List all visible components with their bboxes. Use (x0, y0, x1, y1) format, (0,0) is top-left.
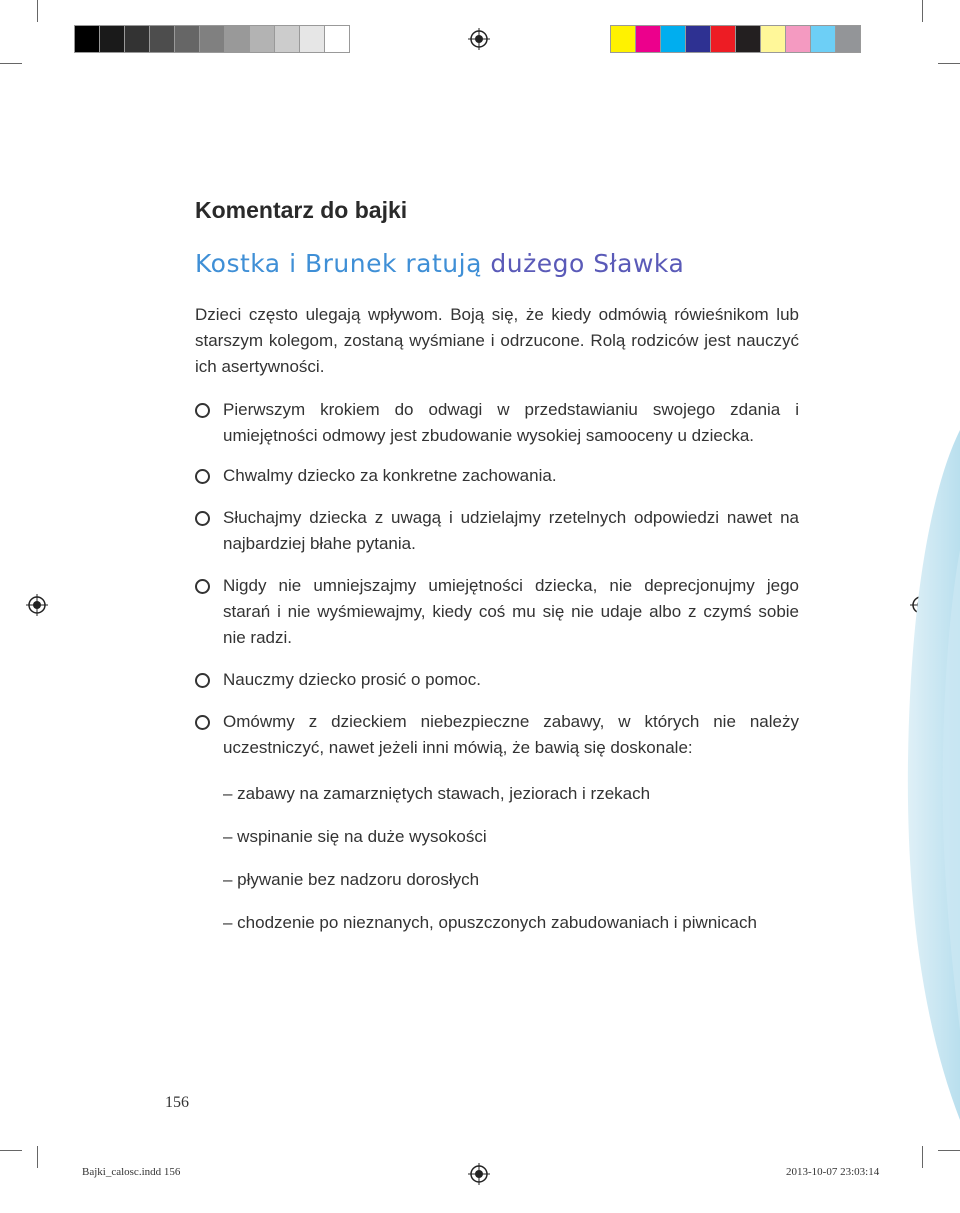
crop-mark (938, 1150, 960, 1151)
bullet-item (195, 667, 799, 693)
circle-bullet-icon (195, 403, 210, 418)
bullet-item (195, 709, 799, 761)
circle-bullet-icon (195, 469, 210, 484)
crop-mark (938, 63, 960, 64)
color-swatch (811, 26, 836, 52)
story-title (195, 244, 799, 284)
circle-bullet-icon (195, 673, 210, 688)
crop-mark (922, 0, 923, 22)
crop-mark (922, 1146, 923, 1168)
bullet-text: Omówmy z dzieckiem niebezpieczne zabawy, w których nie należy uczestniczyć, nawet jeżeli inni mówią, że bawią się doskonale: (223, 712, 799, 757)
color-swatch (125, 26, 150, 52)
color-calibration-bar (610, 25, 861, 53)
color-swatch (200, 26, 225, 52)
bullet-text: Pierwszym krokiem do odwagi w przedstawianiu swojego zdania i umiejętności odmowy jest zbudowanie wysokiej samooceny u dziecka. (223, 400, 799, 445)
crop-mark (37, 0, 38, 22)
color-swatch (661, 26, 686, 52)
color-swatch (250, 26, 275, 52)
registration-mark-icon (26, 594, 48, 616)
crop-mark (37, 1146, 38, 1168)
dash-item: – pływanie bez nadzoru dorosłych (223, 870, 480, 889)
bullet-text: Nauczmy dziecko prosić o pomoc. (223, 670, 481, 689)
color-swatch (711, 26, 736, 52)
timestamp-slug: 2013-10-07 23:03:14 (786, 1166, 880, 1178)
color-swatch (736, 26, 761, 52)
dash-item: – wspinanie się na duże wysokości (223, 827, 487, 846)
circle-bullet-icon (195, 715, 210, 730)
registration-mark-icon (468, 28, 490, 50)
color-swatch (761, 26, 786, 52)
color-swatch (611, 26, 636, 52)
bullet-item (195, 505, 799, 557)
color-swatch (786, 26, 811, 52)
bullet-text: Chwalmy dziecko za konkretne zachowania. (223, 466, 557, 485)
color-swatch (75, 26, 100, 52)
story-title-accent: dużego Sławka (490, 249, 685, 278)
bullet-item (195, 397, 799, 449)
color-swatch (100, 26, 125, 52)
circle-bullet-icon (195, 579, 210, 594)
bullet-item (195, 463, 799, 489)
bullet-item (195, 573, 799, 651)
decorative-watercolor-shape (900, 430, 960, 1120)
circle-bullet-icon (195, 511, 210, 526)
color-swatch (225, 26, 250, 52)
page-heading: Komentarz do bajki (195, 197, 408, 223)
dash-item: – chodzenie po nieznanych, opuszczonych zabudowaniach i piwnicach (223, 913, 757, 932)
page-content (195, 192, 799, 936)
color-swatch (275, 26, 300, 52)
color-swatch (836, 26, 860, 52)
gray-calibration-bar (74, 25, 350, 53)
color-swatch (686, 26, 711, 52)
color-swatch (325, 26, 349, 52)
page-number: 156 (165, 1094, 189, 1111)
registration-mark-icon (468, 1163, 490, 1185)
color-swatch (150, 26, 175, 52)
color-swatch (300, 26, 325, 52)
dash-item: – zabawy na zamarzniętych stawach, jeziorach i rzekach (223, 784, 651, 803)
bullet-text: Słuchajmy dziecka z uwagą i udzielajmy rzetelnych odpowiedzi nawet na najbardziej błahe pytania. (223, 508, 799, 553)
crop-mark (0, 1150, 22, 1151)
file-slug: Bajki_calosc.indd 156 (82, 1166, 181, 1178)
story-title-main: Kostka i Brunek ratują (195, 249, 491, 278)
intro-paragraph: Dzieci często ulegają wpływom. Boją się, że kiedy odmówią rówieśnikom lub starszym kolegom, zostaną wyśmiane i odrzucone. Rolą rodziców jest nauczyć ich asertywności. (195, 305, 799, 376)
color-swatch (175, 26, 200, 52)
bullet-text: Nigdy nie umniejszajmy umiejętności dziecka, nie deprecjonujmy jego starań i nie wyśmiewajmy, kiedy coś mu się nie udaje albo z czymś sobie nie radzi. (223, 576, 799, 647)
color-swatch (636, 26, 661, 52)
crop-mark (0, 63, 22, 64)
